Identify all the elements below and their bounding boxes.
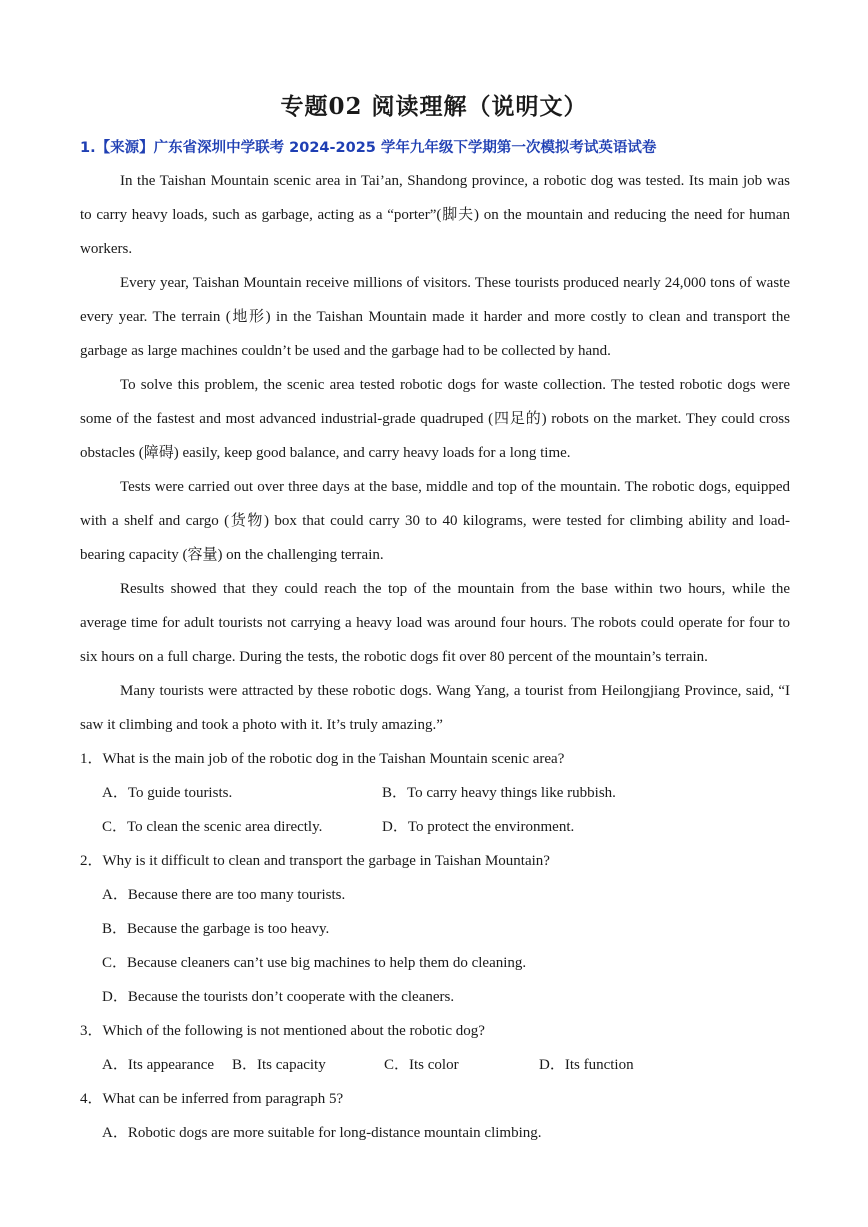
reading-content [80, 164, 790, 1150]
paragraph-6: Many tourists were attracted by these robotic dogs. Wang Yang, a tourist from Heilongjiang Province, said, “I saw it climbing and took a photo with it. It’s truly amazing.” [80, 683, 790, 733]
paragraph-4: Tests were carried out over three days at the base, middle and top of the mountain. The robotic dogs, equipped with a shelf and cargo (货物) box that could carry 30 to 40 kilograms, were tested for climbing ability and load-bearing capacity (容量) on the challenging terrain. [80, 479, 790, 563]
question-stem: 3．Which of the following is not mentioned about the robotic dog? [80, 1023, 485, 1039]
option-d: D．Its function [539, 1057, 634, 1073]
question-stem: 2．Why is it difficult to clean and transport the garbage in Taishan Mountain? [80, 853, 550, 869]
option-c: C．Its color [384, 1057, 459, 1073]
option-d: D．To protect the environment. [382, 819, 575, 835]
options-row [80, 776, 790, 810]
question-4 [80, 1082, 790, 1150]
option-a: A．Robotic dogs are more suitable for long-distance mountain climbing. [102, 1125, 542, 1141]
question-source: 1.【来源】广东省深圳中学联考 2024-2025 学年九年级下学期第一次模拟考试英语试卷 [80, 140, 657, 156]
passage [80, 164, 790, 742]
paragraph-1: In the Taishan Mountain scenic area in Tai’an, Shandong province, a robotic dog was tested. Its main job was to carry heavy loads, such as garbage, acting as a “porter”(脚夫) on the mountain and reducing the need for human workers. [80, 173, 790, 257]
options-row [80, 810, 790, 844]
option-c: C．Because cleaners can’t use big machines to help them do cleaning. [102, 955, 527, 971]
option-d: D．Because the tourists don’t cooperate with the cleaners. [102, 989, 455, 1005]
question-2 [80, 844, 790, 1014]
question-stem: 4．What can be inferred from paragraph 5? [80, 1091, 344, 1107]
option-a: A．To guide tourists. [102, 785, 233, 801]
question-3 [80, 1014, 790, 1082]
page-title: 专题02 阅读理解（说明文） [280, 93, 588, 120]
option-b: B．Its capacity [232, 1057, 326, 1073]
option-c: C．To clean the scenic area directly. [102, 819, 323, 835]
option-a: A．Because there are too many tourists. [102, 887, 346, 903]
options-row [80, 1048, 790, 1082]
option-b: B．Because the garbage is too heavy. [102, 921, 330, 937]
question-1 [80, 742, 790, 844]
question-stem: 1．What is the main job of the robotic dog in the Taishan Mountain scenic area? [80, 751, 565, 767]
option-b: B．To carry heavy things like rubbish. [382, 785, 616, 801]
option-a: A．Its appearance [102, 1057, 215, 1073]
paragraph-5: Results showed that they could reach the top of the mountain from the base within two hours, while the average time for adult tourists not carrying a heavy load was around four hours. The robots could operate for four to six hours on a full charge. During the tests, the robotic dogs fit over 80 percent of the mountain’s terrain. [80, 581, 790, 665]
paragraph-3: To solve this problem, the scenic area tested robotic dogs for waste collection. The tested robotic dogs were some of the fastest and most advanced industrial-grade quadruped (四足的) robots on the market. They could cross obstacles (障碍) easily, keep good balance, and carry heavy loads for a long time. [80, 377, 790, 461]
paragraph-2: Every year, Taishan Mountain receive millions of visitors. These tourists produced nearly 24,000 tons of waste every year. The terrain (地形) in the Taishan Mountain made it harder and more costly to clean and transport the garbage as large machines couldn’t be used and the garbage had to be collected by hand. [80, 275, 790, 359]
